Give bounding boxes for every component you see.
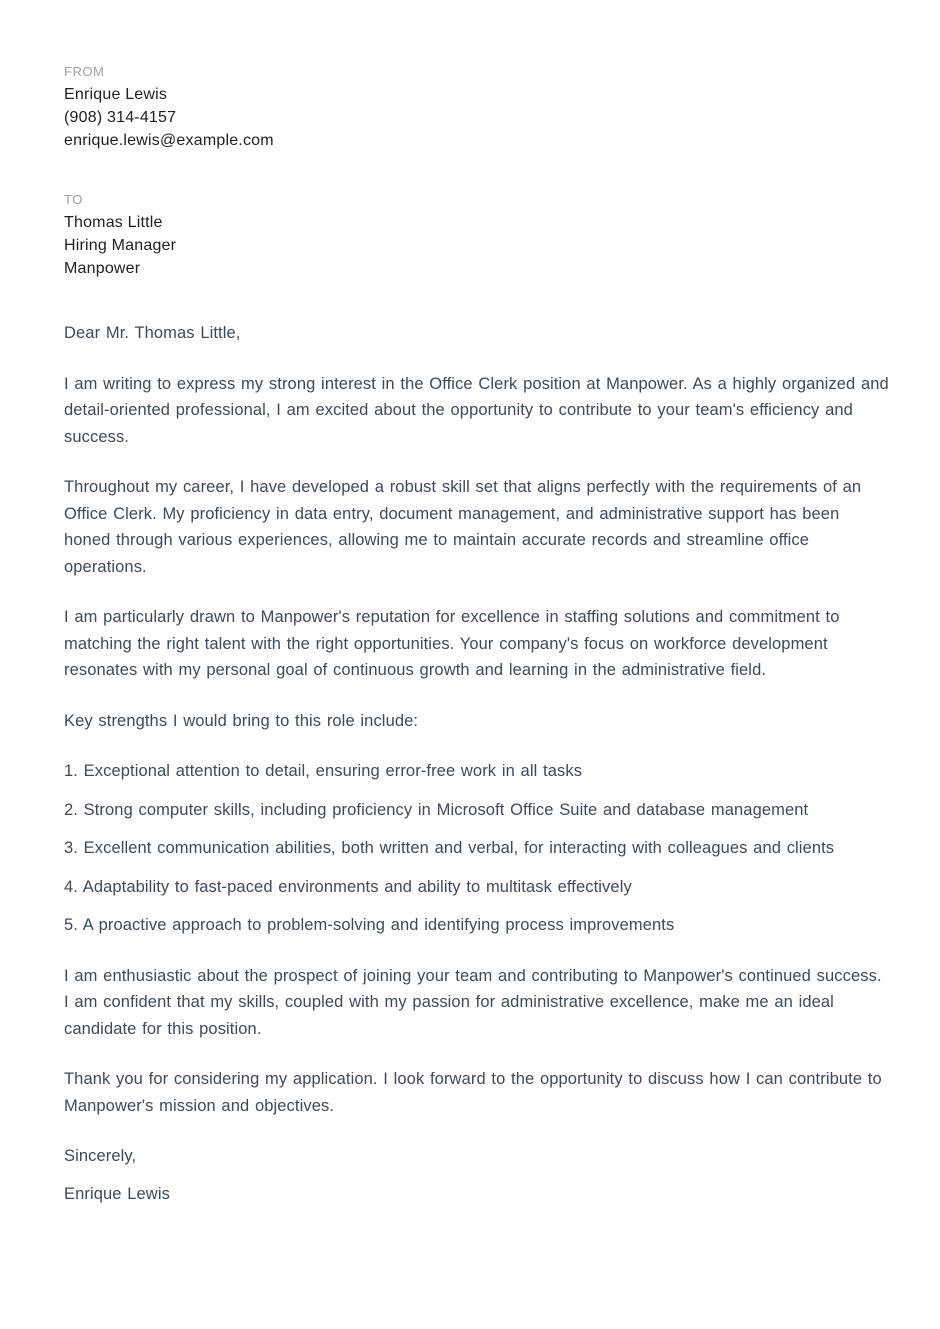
paragraph-company: I am particularly drawn to Manpower's reputation for excellence in staffing solutions and commitment to matching the right talent with the right opportunities. Your company's focus on workforce development resonates with my personal goal of continuous growth and learning in the administrative field. [64, 608, 840, 679]
paragraph-strengths-lead: Key strengths I would bring to this role include: [64, 711, 419, 730]
list-item: 3. Excellent communication abilities, both written and verbal, for interacting with colleagues and clients [64, 839, 835, 857]
signature-name: Enrique Lewis [64, 1184, 170, 1203]
sender-email: enrique.lewis@example.com [64, 132, 274, 149]
paragraph-enthusiasm: I am enthusiastic about the prospect of joining your team and contributing to Manpower's continued success. I am confident that my skills, coupled with my passion for administrative excellence, make me an ideal candidate for this position. [64, 966, 882, 1038]
recipient-title: Hiring Manager [64, 237, 177, 254]
paragraph-career: Throughout my career, I have developed a robust skill set that aligns perfectly with the requirements of an Office Clerk. My proficiency in data entry, document management, and administrative support has been honed through various experiences, allowing me to maintain accurate records and streamline office operations. [64, 478, 862, 576]
recipient-name: Thomas Little [64, 214, 163, 231]
to-block [64, 190, 890, 280]
list-item: 4. Adaptability to fast-paced environments and ability to multitask effectively [64, 877, 632, 896]
list-item: 1. Exceptional attention to detail, ensuring error-free work in all tasks [64, 762, 583, 780]
list-item: 2. Strong computer skills, including proficiency in Microsoft Office Suite and database management [64, 800, 809, 819]
from-label: FROM [64, 64, 105, 79]
paragraph-intro: I am writing to express my strong interest in the Office Clerk position at Manpower. As a highly organized and detail-oriented professional, I am excited about the opportunity to contribute to your team's efficiency and success. [64, 374, 889, 446]
from-block [64, 62, 890, 152]
greeting: Dear Mr. Thomas Little, [64, 324, 241, 342]
to-label: TO [64, 192, 83, 207]
recipient-company: Manpower [64, 260, 141, 277]
signoff: Sincerely, [64, 1147, 137, 1165]
strengths-list [64, 758, 890, 939]
letter-header [64, 62, 890, 280]
sender-name: Enrique Lewis [64, 86, 168, 103]
paragraph-thanks: Thank you for considering my application. I look forward to the opportunity to discuss how I can contribute to Manpower's mission and objectives. [64, 1070, 882, 1115]
letter-body [64, 320, 890, 1207]
sender-phone: (908) 314-4157 [64, 109, 177, 126]
list-item: 5. A proactive approach to problem-solving and identifying process improvements [64, 916, 675, 934]
